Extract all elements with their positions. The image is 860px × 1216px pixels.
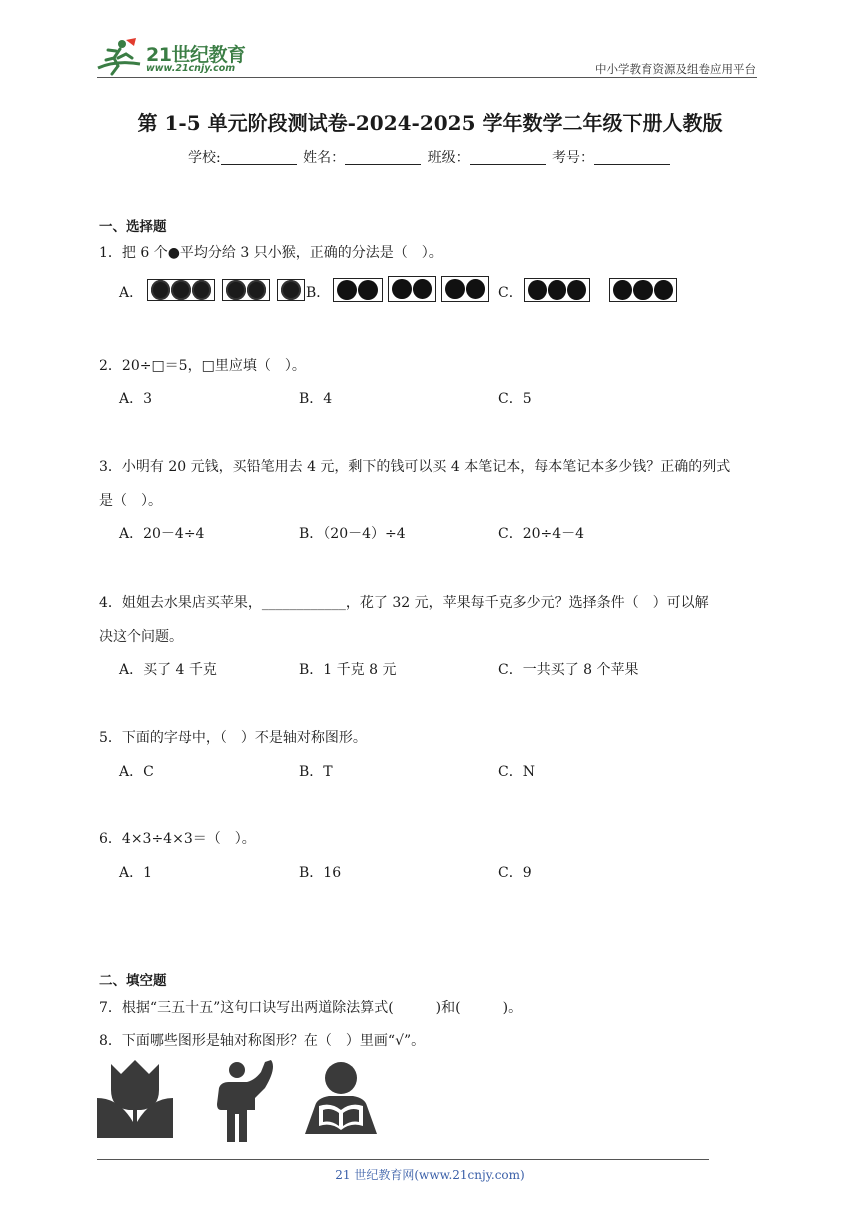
dot [567, 280, 586, 300]
option-b-group-2 [388, 276, 436, 302]
dot [633, 280, 652, 300]
question-5-option-a[interactable]: A．C [119, 764, 154, 780]
class-blank[interactable] [470, 150, 546, 165]
question-1-stem: 1．把 6 个●平均分给 3 只小猴，正确的分法是（ ）。 [99, 245, 443, 261]
dot [226, 280, 246, 300]
question-3-option-b[interactable]: B．（20－4）÷4 [299, 526, 406, 542]
dot [247, 280, 267, 300]
exam-number-blank[interactable] [594, 150, 670, 165]
dot [337, 280, 357, 300]
student-info-line [0, 147, 860, 167]
question-3-option-c[interactable]: C．20÷4－4 [498, 526, 585, 542]
question-3-stem-line-2: 是（ ）。 [99, 493, 162, 509]
tulip-icon [97, 1060, 173, 1140]
class-label: 班级： [427, 150, 470, 166]
option-a-group-1 [147, 279, 215, 301]
dot [192, 280, 211, 300]
question-3-option-a[interactable]: A．20－4÷4 [119, 526, 205, 542]
question-4-option-a[interactable]: A．买了 4 千克 [119, 662, 217, 678]
question-1-option-c-label: C． [498, 285, 523, 301]
question-4-stem-line-2: 决这个问题。 [99, 629, 183, 645]
site-logo [96, 38, 266, 78]
question-1-option-b-label: B． [306, 285, 331, 301]
question-1-option-a-label: A． [119, 285, 144, 301]
dot [281, 280, 301, 300]
person-waving-icon [215, 1058, 279, 1144]
question-5-stem: 5．下面的字母中，（ ）不是轴对称图形。 [99, 730, 367, 746]
option-a-group-2 [222, 279, 270, 301]
question-4-stem-line-1: 4．姐姐去水果店买苹果，____________，花了 32 元，苹果每千克多少元？选择条件（ ）可以解 [99, 595, 709, 611]
section-heading-fill: 二、填空题 [99, 973, 167, 989]
dot [466, 279, 486, 299]
dot [445, 279, 465, 299]
dot [151, 280, 170, 300]
school-blank[interactable] [221, 150, 297, 165]
platform-tagline: 中小学教育资源及组卷应用平台 [595, 62, 756, 76]
dot [413, 279, 433, 299]
dot [528, 280, 547, 300]
footer-divider [97, 1159, 709, 1160]
option-b-group-3 [441, 276, 489, 302]
dot [654, 280, 673, 300]
question-5-option-c[interactable]: C．N [498, 764, 535, 780]
exam-title: 第 1-5 单元阶段测试卷-2024-2025 学年数学二年级下册人教版 [137, 111, 723, 135]
dot [171, 280, 190, 300]
exam-number-label: 考号： [552, 150, 595, 166]
question-7-stem: 7．根据“三五十五”这句口诀写出两道除法算式( )和( )。 [99, 1000, 523, 1016]
question-8-stem: 8．下面哪些图形是轴对称图形？在（ ）里画“√”。 [99, 1033, 426, 1049]
question-6-option-c[interactable]: C．9 [498, 865, 532, 881]
dot [358, 280, 378, 300]
dot [392, 279, 412, 299]
question-4-option-b[interactable]: B．1 千克 8 元 [299, 662, 397, 678]
option-c-group-2 [609, 278, 677, 302]
option-a-group-3 [277, 279, 305, 301]
question-2-stem: 2．20÷□＝5，□里应填（ ）。 [99, 358, 306, 374]
option-c-group-1 [524, 278, 590, 302]
name-label: 姓名： [303, 150, 346, 166]
runner-logo-icon [96, 38, 144, 78]
question-2-option-c[interactable]: C．5 [498, 391, 532, 407]
option-b-group-1 [333, 278, 383, 302]
question-2-option-a[interactable]: A．3 [119, 391, 153, 407]
header-divider [97, 77, 757, 78]
question-3-stem-line-1: 3．小明有 20 元钱，买铅笔用去 4 元，剩下的钱可以买 4 本笔记本，每本笔记本多少钱？正确的列式 [99, 459, 731, 475]
logo-url-text: www.21cnjy.com [146, 63, 236, 74]
question-2-option-b[interactable]: B．4 [299, 391, 333, 407]
person-reading-icon [303, 1060, 379, 1140]
question-4-option-c[interactable]: C．一共买了 8 个苹果 [498, 662, 639, 678]
question-6-stem: 6．4×3÷4×3＝（ ）。 [99, 831, 256, 847]
logo-brand-text: 21世纪教育 [146, 44, 246, 66]
footer-site-link[interactable]: 21 世纪教育网(www.21cnjy.com) [335, 1168, 525, 1182]
name-blank[interactable] [345, 150, 421, 165]
question-6-option-b[interactable]: B．16 [299, 865, 342, 881]
question-5-option-b[interactable]: B．T [299, 764, 333, 780]
question-6-option-a[interactable]: A．1 [119, 865, 153, 881]
dot [548, 280, 567, 300]
section-heading-choice: 一、选择题 [99, 219, 167, 235]
school-label: 学校: [187, 150, 221, 166]
dot [613, 280, 632, 300]
